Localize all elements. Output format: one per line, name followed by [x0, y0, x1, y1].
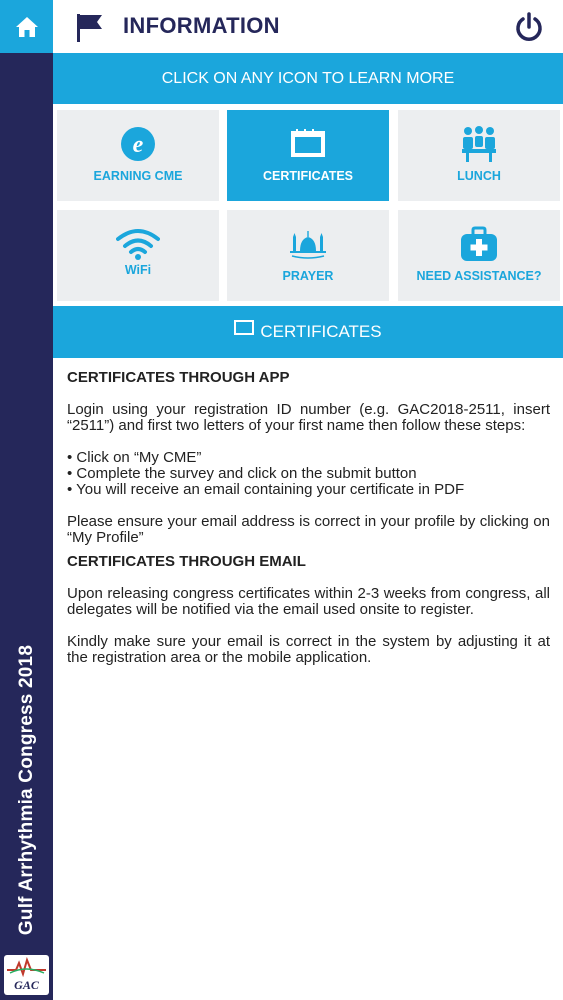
email-paragraph: Upon releasing congress certificates within 2-3 weeks from congress, all delegates will be notified via the email used onsite to register. — [67, 585, 550, 618]
medical-kit-icon — [460, 226, 498, 262]
congress-title: Gulf Arrhythmia Congress 2018 — [16, 644, 37, 936]
heading-through-app: CERTIFICATES THROUGH APP — [67, 369, 290, 386]
mosque-icon — [288, 227, 328, 261]
gac-logo — [4, 955, 49, 995]
home-icon — [15, 16, 39, 38]
section-header — [53, 306, 563, 358]
tile-label: CERTIFICATES — [262, 169, 354, 183]
power-icon[interactable] — [513, 11, 545, 43]
tile-label: LUNCH — [457, 169, 501, 183]
svg-text:e: e — [132, 132, 144, 158]
tile-lunch[interactable] — [398, 110, 560, 201]
tile-need-assistance[interactable] — [398, 210, 560, 301]
tile-label: NEED ASSISTANCE? — [416, 269, 542, 283]
page-title: INFORMATION — [123, 13, 280, 38]
tile-earning-cme[interactable] — [57, 110, 219, 201]
tile-label: EARNING CME — [93, 169, 183, 183]
list-item: • Click on “My CME” — [67, 450, 550, 466]
monitor-icon — [290, 129, 326, 159]
app-intro: Login using your registration ID number (e.g. GAC2018-2511, insert “2511”) and first two letters of your first name then follow these steps: — [67, 401, 550, 434]
flag-icon — [75, 12, 105, 44]
instruction-banner — [53, 53, 563, 104]
tile-label: WiFi — [124, 263, 152, 277]
home-button[interactable] — [0, 0, 53, 53]
e-circle-icon — [120, 126, 156, 162]
people-table-icon — [460, 125, 498, 163]
sidebar — [0, 0, 53, 1000]
heading-through-email: CERTIFICATES THROUGH EMAIL — [67, 553, 306, 570]
gac-logo-text: GAC — [14, 978, 39, 992]
email-paragraph: Kindly make sure your email is correct in the system by adjusting it at the registration area or the mobile application. — [67, 633, 550, 666]
tile-certificates[interactable] — [227, 110, 389, 201]
tile-prayer[interactable] — [227, 210, 389, 301]
banner-text: CLICK ON ANY ICON TO LEARN MORE — [161, 69, 455, 87]
certificates-content — [67, 370, 550, 666]
list-item: • Complete the survey and click on the submit button — [67, 466, 550, 482]
monitor-icon — [234, 320, 254, 336]
steps-list — [67, 450, 550, 498]
tile-wifi[interactable] — [57, 210, 219, 301]
section-title: CERTIFICATES — [260, 322, 382, 341]
heartbeat-logo-icon — [4, 957, 49, 977]
list-item: • You will receive an email containing your certificate in PDF — [67, 482, 550, 498]
tile-label: PRAYER — [282, 269, 334, 283]
header — [53, 0, 563, 53]
app-note: Please ensure your email address is correct in your profile by clicking on “My Profile” — [67, 513, 550, 546]
wifi-icon — [116, 228, 160, 260]
